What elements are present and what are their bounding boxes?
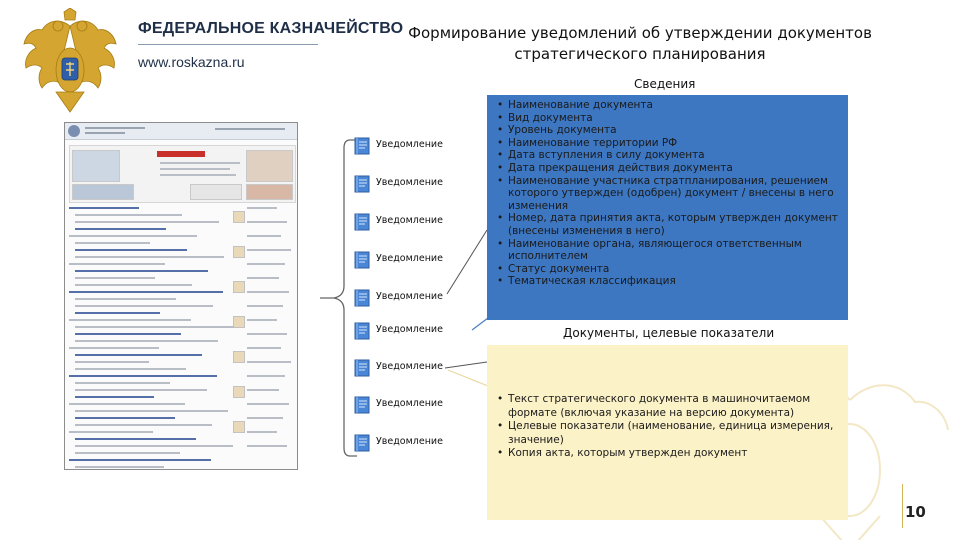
screenshot-text-line	[69, 207, 139, 209]
screenshot-text-line	[75, 361, 149, 363]
screenshot-text-line	[69, 431, 153, 433]
docs-heading: Документы, целевые показатели	[563, 326, 775, 340]
docs-list-item: • Копия акта, которым утвержден документ	[495, 447, 840, 461]
screenshot-sidebar-line	[247, 333, 287, 335]
brand-name: ФЕДЕРАЛЬНОЕ КАЗНАЧЕЙСТВО	[138, 20, 404, 37]
screenshot-text-line	[69, 263, 165, 265]
docs-list-item: • Целевые показатели (наименование, единица измерения, значение)	[495, 420, 840, 447]
info-list-item: • Наименование территории РФ	[495, 137, 840, 150]
slide-title	[360, 23, 920, 65]
screenshot-sidebar-line	[247, 263, 285, 265]
notification-item[interactable]	[354, 174, 454, 194]
document-icon	[354, 434, 372, 452]
screenshot-text-line	[69, 375, 217, 377]
screenshot-text-line	[75, 277, 155, 279]
screenshot-thumbnail	[233, 246, 245, 258]
screenshot-sidebar-line	[247, 417, 283, 419]
screenshot-header-line	[85, 132, 125, 134]
notification-label: Уведомление	[376, 177, 443, 188]
docs-panel	[487, 345, 848, 520]
screenshot-text-line	[75, 214, 182, 216]
notification-label: Уведомление	[376, 361, 443, 372]
info-list-item: • Вид документа	[495, 112, 840, 125]
screenshot-sidebar-line	[247, 221, 287, 223]
notification-label: Уведомление	[376, 139, 443, 150]
notification-item[interactable]	[354, 136, 454, 156]
screenshot-sidebar-line	[247, 389, 279, 391]
screenshot-sidebar-line	[247, 403, 289, 405]
screenshot-text-line	[75, 312, 160, 314]
screenshot-text-line	[75, 340, 218, 342]
website-screenshot	[64, 122, 298, 470]
screenshot-sidebar-line	[247, 235, 281, 237]
screenshot-text-line	[75, 221, 219, 223]
notification-item[interactable]	[354, 321, 454, 341]
screenshot-text-line	[75, 270, 208, 272]
slide-title-line2: стратегического планирования	[514, 45, 766, 63]
brand-divider	[138, 44, 318, 45]
info-list-item: • Наименование органа, являющегося ответственным исполнителем	[495, 238, 840, 263]
notification-label: Уведомление	[376, 215, 443, 226]
screenshot-thumbnail	[233, 281, 245, 293]
document-icon	[354, 213, 372, 231]
notification-item[interactable]	[354, 358, 454, 378]
screenshot-warning-banner	[157, 151, 205, 157]
info-list-item: • Дата вступления в силу документа	[495, 149, 840, 162]
notification-item[interactable]	[354, 212, 454, 232]
screenshot-text-line	[69, 347, 159, 349]
notification-label: Уведомление	[376, 398, 443, 409]
screenshot-text-line	[75, 389, 207, 391]
screenshot-text-line	[75, 256, 224, 258]
screenshot-photo	[246, 150, 293, 182]
screenshot-thumbnail	[233, 351, 245, 363]
document-icon	[354, 396, 372, 414]
screenshot-sidebar-line	[247, 291, 289, 293]
info-list-item: • Статус документа	[495, 263, 840, 276]
screenshot-text-line	[75, 417, 175, 419]
info-heading: Сведения	[634, 77, 696, 91]
screenshot-text-line	[75, 410, 228, 412]
info-list-item: • Номер, дата принятия акта, которым утвержден документ (внесены изменения в него)	[495, 212, 840, 237]
screenshot-text-line	[75, 298, 176, 300]
screenshot-header	[65, 123, 297, 140]
screenshot-text-line	[69, 235, 197, 237]
screenshot-text-line	[160, 174, 236, 176]
screenshot-header-line	[215, 128, 285, 130]
screenshot-text-line	[75, 305, 213, 307]
notification-item[interactable]	[354, 433, 454, 453]
screenshot-sidebar-line	[247, 277, 279, 279]
screenshot-text-line	[75, 424, 212, 426]
page-number-divider	[902, 484, 903, 528]
screenshot-text-line	[75, 445, 233, 447]
docs-list	[495, 393, 840, 461]
brand-url[interactable]: www.roskazna.ru	[138, 54, 245, 70]
screenshot-text-line	[160, 162, 240, 164]
notification-label: Уведомление	[376, 324, 443, 335]
screenshot-text-line	[75, 326, 234, 328]
screenshot-text-line	[75, 284, 192, 286]
notification-label: Уведомление	[376, 436, 443, 447]
screenshot-sidebar-line	[247, 347, 281, 349]
screenshot-photo	[72, 150, 120, 182]
page-number: 10	[905, 503, 926, 521]
screenshot-thumbnail	[233, 316, 245, 328]
screenshot-sidebar-line	[247, 361, 291, 363]
screenshot-sidebar-line	[247, 375, 285, 377]
document-icon	[354, 251, 372, 269]
screenshot-photo	[246, 184, 293, 200]
screenshot-text-line	[75, 354, 202, 356]
document-icon	[354, 322, 372, 340]
screenshot-text-line	[75, 249, 187, 251]
notification-label: Уведомление	[376, 253, 443, 264]
screenshot-text-line	[75, 368, 186, 370]
notification-label: Уведомление	[376, 291, 443, 302]
info-panel	[487, 95, 848, 320]
screenshot-text-line	[75, 466, 164, 468]
info-list-item: • Дата прекращения действия документа	[495, 162, 840, 175]
emblem-logo	[20, 8, 120, 118]
screenshot-text-line	[75, 228, 166, 230]
document-icon	[354, 359, 372, 377]
document-icon	[354, 175, 372, 193]
notification-item[interactable]	[354, 395, 454, 415]
screenshot-text-line	[75, 438, 196, 440]
screenshot-sidebar-line	[247, 319, 277, 321]
info-list-item: • Уровень документа	[495, 124, 840, 137]
notification-brace	[320, 140, 357, 456]
screenshot-sidebar-line	[247, 431, 277, 433]
screenshot-text-line	[75, 333, 181, 335]
info-list-item: • Наименование документа	[495, 99, 840, 112]
screenshot-thumbnail	[233, 211, 245, 223]
screenshot-sidebar-line	[247, 445, 287, 447]
screenshot-text-line	[69, 291, 223, 293]
screenshot-text-line	[75, 396, 154, 398]
screenshot-text-line	[69, 459, 211, 461]
document-icon	[354, 289, 372, 307]
screenshot-photo	[190, 184, 242, 200]
document-icon	[354, 137, 372, 155]
info-callout-tail	[472, 318, 488, 330]
screenshot-logo-icon	[68, 125, 80, 137]
screenshot-header-line	[85, 127, 145, 129]
screenshot-sidebar-line	[247, 305, 283, 307]
screenshot-thumbnail	[233, 386, 245, 398]
screenshot-photo	[72, 184, 134, 200]
docs-callout-tail	[448, 370, 488, 386]
screenshot-sidebar-line	[247, 207, 277, 209]
screenshot-sidebar-line	[247, 249, 291, 251]
screenshot-text-line	[75, 382, 170, 384]
info-list-item: • Тематическая классификация	[495, 275, 840, 288]
screenshot-text-line	[160, 168, 230, 170]
screenshot-text-line	[75, 242, 150, 244]
info-list	[495, 99, 840, 288]
info-list-item: • Наименование участника стратпланирования, решением которого утвержден (одобрен) документ / внесены в него изменения	[495, 175, 840, 213]
docs-list-item: • Текст стратегического документа в машиночитаемом формате (включая указание на версию документа)	[495, 393, 840, 420]
screenshot-text-line	[69, 403, 185, 405]
screenshot-text-line	[75, 452, 180, 454]
screenshot-text-line	[69, 319, 191, 321]
slide-title-line1: Формирование уведомлений об утверждении документов	[408, 24, 872, 42]
notification-item[interactable]	[354, 288, 454, 308]
notification-item[interactable]	[354, 250, 454, 270]
screenshot-thumbnail	[233, 421, 245, 433]
